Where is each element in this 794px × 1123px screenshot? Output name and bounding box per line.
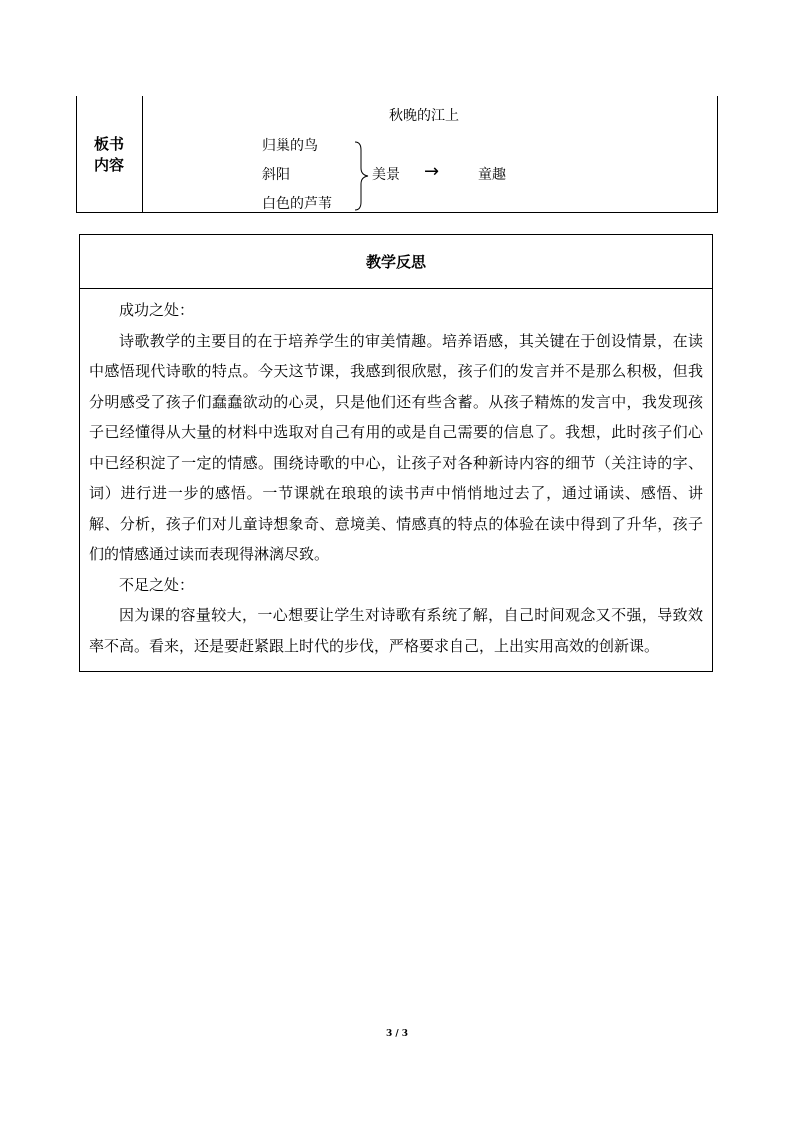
board-result-left: 美景: [372, 167, 400, 183]
board-item: 白色的芦苇: [262, 196, 332, 212]
board-result-right: 童趣: [478, 167, 506, 183]
right-brace-icon: [352, 140, 372, 212]
board-table: [76, 96, 718, 213]
reflection-table: [79, 234, 713, 672]
reflection-paragraph: 诗歌教学的主要目的在于培养学生的审美情趣。培养语感，其关键在于创设情景，在读中感悟现代诗歌的特点。今天这节课，我感到很欣慰，孩子们的发言并不是那么积极，但我分明感受了孩子们蠢蠢欲动的心灵，只是他们还有些含蓄。从孩子精炼的发言中，我发现孩子已经懂得从大量的材料中选取对自己有用的或是自己需要的信息了。我想，此时孩子们心中已经积淀了一定的情感。围绕诗歌的中心，让孩子对各种新诗内容的细节（关注诗的字、词）进行进一步的感悟。一节课就在琅琅的读书声中悄悄地过去了，通过诵读、感悟、讲解、分析，孩子们对儿童诗想象奇、意境美、情感真的特点的体验在读中得到了升华，孩子们的情感通过读而表现得淋漓尽致。: [89, 331, 703, 563]
board-label-line2: 内容: [93, 156, 124, 174]
table-border-right: [717, 96, 718, 213]
reflection-paragraph: 成功之处：: [119, 301, 195, 319]
page-number: 3 / 3: [385, 1029, 409, 1039]
table-column-divider: [142, 96, 143, 213]
board-title: 秋晚的江上: [389, 108, 459, 124]
table-border-bottom: [76, 212, 718, 213]
right-arrow-icon: →: [424, 161, 440, 182]
board-label-line1: 板书: [93, 135, 124, 153]
reflection-body: [80, 289, 712, 661]
reflection-paragraph: 不足之处：: [119, 575, 195, 594]
reflection-heading: 教学反思: [80, 235, 712, 289]
reflection-paragraph: 因为课的容量较大，一心想要让学生对诗歌有系统了解，自己时间观念又不强，导致效率不高。看来，还是要赶紧跟上时代的步伐，严格要求自己，上出实用高效的创新课。: [89, 606, 703, 655]
board-item: 归巢的鸟: [262, 138, 318, 154]
board-item: 斜阳: [262, 167, 290, 183]
